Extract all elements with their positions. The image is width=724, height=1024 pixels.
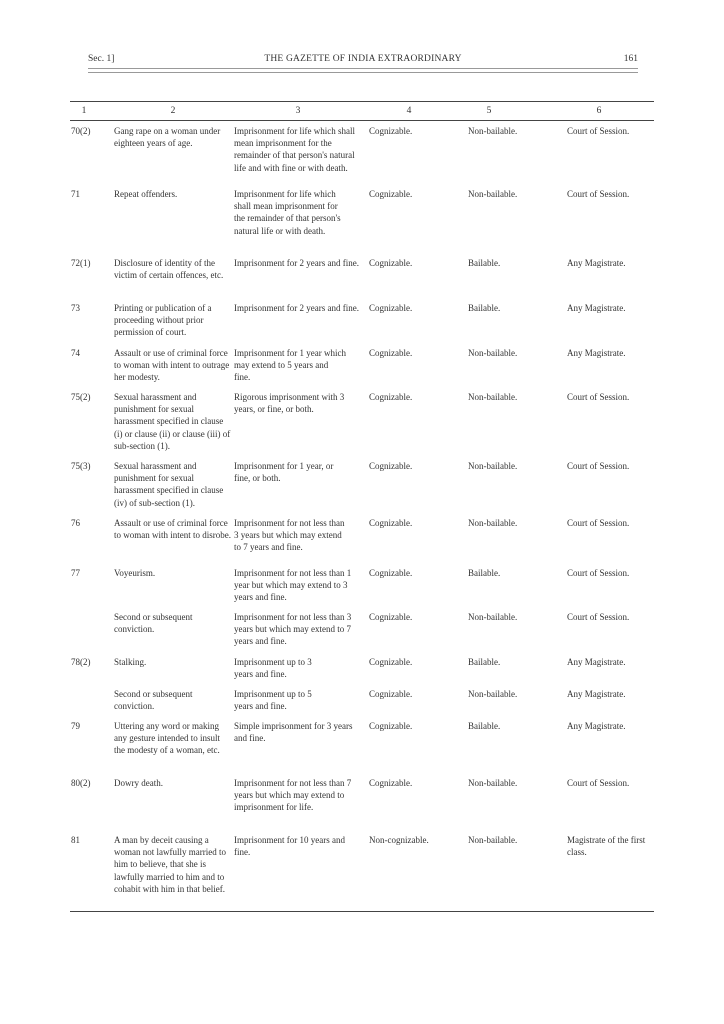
punishment-cell: Imprisonment for not less than 7 years but which may extend to imprisonment for life.	[234, 778, 352, 813]
bailable-cell: Non-bailable.	[468, 392, 518, 402]
section-cell: 74	[71, 348, 80, 358]
bailable-cell: Bailable.	[468, 657, 501, 667]
bailable-cell: Non-bailable.	[468, 612, 518, 622]
offence-cell: Assault or use of criminal force to woman with intent to outrage her modesty.	[114, 348, 230, 383]
bailable-cell: Non-bailable.	[468, 835, 518, 845]
punishment-cell: Imprisonment for life which shall mean imprisonment for the remainder of that person's natural life or with death.	[234, 189, 341, 236]
offence-cell: Disclosure of identity of the victim of certain offences, etc.	[114, 258, 224, 281]
punishment-cell: Imprisonment up to 3 years and fine.	[234, 657, 312, 680]
section-cell: 77	[71, 568, 80, 578]
cognizable-cell: Cognizable.	[369, 258, 413, 268]
gazette-title: THE GAZETTE OF INDIA EXTRAORDINARY	[264, 54, 462, 64]
column-header-5: 5	[486, 106, 492, 116]
punishment-cell: Imprisonment for 2 years and fine.	[234, 258, 359, 268]
table-bottom-rule	[70, 911, 654, 912]
punishment-cell: Imprisonment for not less than 3 years but which may extend to 7 years and fine.	[234, 518, 345, 553]
cognizable-cell: Cognizable.	[369, 657, 413, 667]
punishment-cell: Imprisonment up to 5 years and fine.	[234, 689, 312, 712]
court-cell: Any Magistrate.	[567, 258, 626, 268]
cognizable-cell: Cognizable.	[369, 778, 413, 788]
offence-cell: Assault or use of criminal force to woman with intent to disrobe.	[114, 518, 231, 541]
bailable-cell: Non-bailable.	[468, 461, 518, 471]
bailable-cell: Non-bailable.	[468, 518, 518, 528]
column-header-1: 1	[81, 106, 87, 116]
table-top-rule	[70, 101, 654, 102]
offence-cell: Uttering any word or making any gesture intended to insult the modesty of a woman, etc.	[114, 721, 220, 756]
bailable-cell: Non-bailable.	[468, 689, 518, 699]
cognizable-cell: Cognizable.	[369, 126, 413, 136]
offence-cell: Dowry death.	[114, 778, 163, 788]
section-label: Sec. 1]	[88, 54, 115, 64]
section-cell: 72(1)	[71, 258, 91, 268]
court-cell: Court of Session.	[567, 189, 630, 199]
offence-cell: Sexual harassment and punishment for sexual harassment specified in clause (i) or clause (ii) or clause (iii) of sub-section (1).	[114, 392, 231, 451]
bailable-cell: Non-bailable.	[468, 126, 518, 136]
column-header-2: 2	[170, 106, 176, 116]
court-cell: Court of Session.	[567, 612, 630, 622]
offence-cell: Voyeurism.	[114, 568, 156, 578]
court-cell: Any Magistrate.	[567, 721, 626, 731]
bailable-cell: Bailable.	[468, 568, 501, 578]
cognizable-cell: Cognizable.	[369, 348, 413, 358]
offence-cell: Second or subsequent conviction.	[114, 689, 193, 712]
cognizable-cell: Cognizable.	[369, 303, 413, 313]
offence-cell: Printing or publication of a proceeding without prior permission of court.	[114, 303, 212, 338]
section-cell: 75(2)	[71, 392, 91, 402]
punishment-cell: Imprisonment for not less than 3 years but which may extend to 7 years and fine.	[234, 612, 352, 647]
cognizable-cell: Cognizable.	[369, 461, 413, 471]
offence-cell: Stalking.	[114, 657, 147, 667]
court-cell: Court of Session.	[567, 126, 630, 136]
offence-cell: Repeat offenders.	[114, 189, 178, 199]
punishment-cell: Imprisonment for 1 year which may extend to 5 years and fine.	[234, 348, 346, 383]
court-cell: Court of Session.	[567, 392, 630, 402]
section-cell: 80(2)	[71, 778, 91, 788]
column-header-4: 4	[406, 106, 412, 116]
court-cell: Any Magistrate.	[567, 689, 626, 699]
table-header-rule	[70, 120, 654, 121]
cognizable-cell: Cognizable.	[369, 721, 413, 731]
court-cell: Magistrate of the first class.	[567, 835, 646, 858]
cognizable-cell: Cognizable.	[369, 689, 413, 699]
section-cell: 71	[71, 189, 80, 199]
court-cell: Court of Session.	[567, 778, 630, 788]
cognizable-cell: Cognizable.	[369, 189, 413, 199]
section-cell: 81	[71, 835, 80, 845]
bailable-cell: Bailable.	[468, 303, 501, 313]
bailable-cell: Non-bailable.	[468, 348, 518, 358]
cognizable-cell: Cognizable.	[369, 612, 413, 622]
page-number: 161	[623, 54, 638, 64]
bailable-cell: Bailable.	[468, 258, 501, 268]
column-header-6: 6	[596, 106, 602, 116]
offence-cell: Gang rape on a woman under eighteen years of age.	[114, 126, 221, 149]
section-cell: 78(2)	[71, 657, 91, 667]
bailable-cell: Non-bailable.	[468, 778, 518, 788]
bailable-cell: Non-bailable.	[468, 189, 518, 199]
offence-cell: Second or subsequent conviction.	[114, 612, 193, 635]
offence-cell: A man by deceit causing a woman not lawfully married to him to believe, that she is lawfully married to him and to cohabit with him in that belief.	[114, 835, 226, 894]
punishment-cell: Rigorous imprisonment with 3 years, or fine, or both.	[234, 392, 345, 415]
header-rule	[88, 68, 638, 73]
cognizable-cell: Cognizable.	[369, 518, 413, 528]
running-header	[88, 54, 638, 68]
punishment-cell: Imprisonment for life which shall mean imprisonment for the remainder of that person's natural life and with fine or with death.	[234, 126, 355, 173]
cognizable-cell: Cognizable.	[369, 392, 413, 402]
section-cell: 70(2)	[71, 126, 91, 136]
punishment-cell: Imprisonment for 1 year, or fine, or both.	[234, 461, 334, 484]
cognizable-cell: Non-cognizable.	[369, 835, 429, 845]
section-cell: 79	[71, 721, 80, 731]
cognizable-cell: Cognizable.	[369, 568, 413, 578]
court-cell: Court of Session.	[567, 568, 630, 578]
court-cell: Court of Session.	[567, 518, 630, 528]
court-cell: Any Magistrate.	[567, 348, 626, 358]
column-header-3: 3	[295, 106, 301, 116]
punishment-cell: Imprisonment for not less than 1 year but which may extend to 3 years and fine.	[234, 568, 352, 603]
punishment-cell: Imprisonment for 10 years and fine.	[234, 835, 345, 858]
punishment-cell: Imprisonment for 2 years and fine.	[234, 303, 359, 313]
court-cell: Court of Session.	[567, 461, 630, 471]
offence-cell: Sexual harassment and punishment for sexual harassment specified in clause (iv) of sub-section (1).	[114, 461, 224, 508]
bailable-cell: Bailable.	[468, 721, 501, 731]
punishment-cell: Simple imprisonment for 3 years and fine.	[234, 721, 353, 744]
section-cell: 73	[71, 303, 80, 313]
section-cell: 76	[71, 518, 80, 528]
section-cell: 75(3)	[71, 461, 91, 471]
court-cell: Any Magistrate.	[567, 303, 626, 313]
court-cell: Any Magistrate.	[567, 657, 626, 667]
